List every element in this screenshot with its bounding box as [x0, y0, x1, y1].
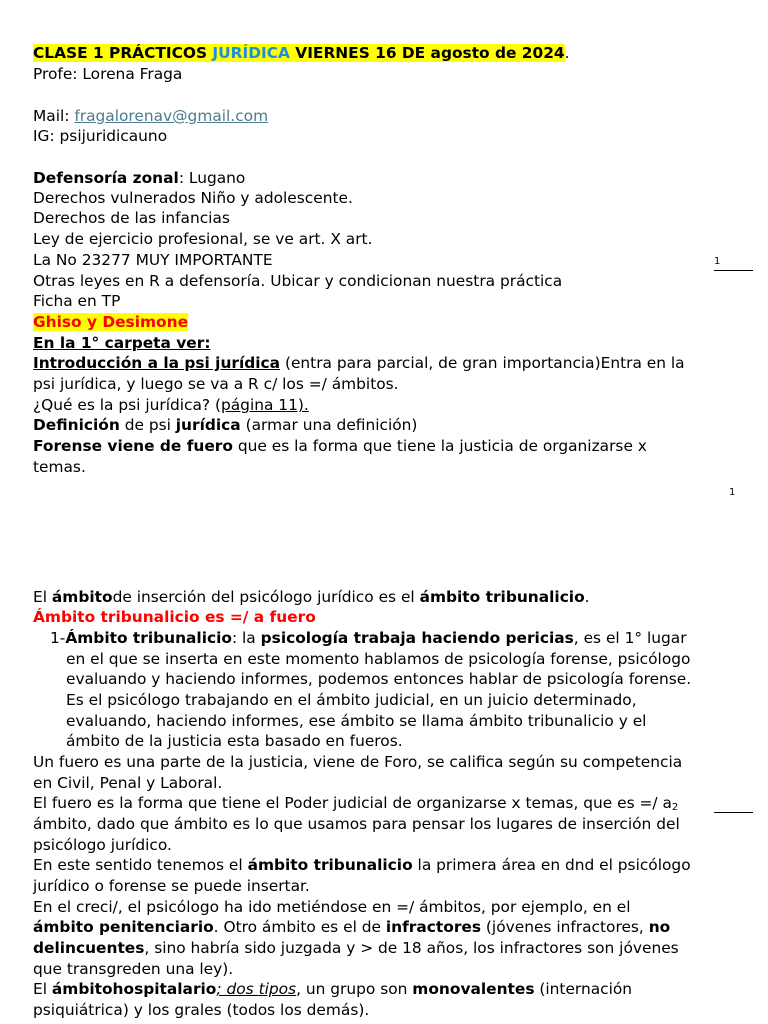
text-line: Derechos de las infancias	[33, 209, 230, 227]
footnote-rule	[714, 270, 753, 271]
title-text-juridica: JURÍDICA	[212, 44, 290, 62]
bold-span: ámbito tribunalicio	[419, 588, 585, 606]
intro-text: (entra para parcial, de gran importancia)Entra en la	[280, 354, 685, 372]
text-line: Un fuero es una parte de la justicia, viene de Foro, se califica según su competencia	[33, 753, 683, 771]
bold-span: ámbito penitenciario	[33, 918, 214, 936]
bold-span: ámbitohospitalario	[51, 980, 217, 998]
text-line: psicólogo jurídico.	[33, 836, 172, 854]
text-line: psiquiátrica) y los grales (todos los demás).	[33, 1001, 370, 1019]
definicion-line	[33, 415, 417, 435]
footnote-mark: 1	[714, 256, 721, 267]
text-line: evaluando, haciendo informes, ese ámbito se llama ámbito tribunalicio y el	[66, 712, 647, 730]
text-line: en el que se inserta en este momento hablamos de psicología forense, psicólogo	[66, 650, 691, 668]
forense-label: Forense viene de fuero	[33, 437, 233, 455]
title-text-date: VIERNES 16 DE agosto de 2024	[289, 44, 565, 62]
list-number: 1-	[50, 629, 66, 647]
text-line: Otras leyes en R a defensoría. Ubicar y condicionan nuestra práctica	[33, 272, 563, 290]
text-line: En el creci/, el psicólogo ha ido metiéndose en =/ ámbitos, por ejemplo, en el	[33, 898, 631, 916]
text-span: , un grupo son	[296, 980, 413, 998]
defensoria-value: : Lugano	[178, 169, 246, 187]
title-period: .	[564, 44, 570, 62]
text-line: en Civil, Penal y Laboral.	[33, 774, 223, 792]
document-title	[33, 43, 570, 63]
que-line	[33, 395, 309, 415]
footnote-mark: 2	[671, 802, 679, 813]
penitenciario-line	[33, 917, 670, 937]
text-line: Ficha en TP	[33, 292, 121, 310]
mail-label: Mail:	[33, 107, 75, 125]
text-span: En este sentido tenemos el	[33, 856, 248, 874]
text-span: . Otro ámbito es el de	[213, 918, 386, 936]
ghiso-text: Ghiso y Desimone	[33, 313, 189, 331]
hospitalario-line	[33, 979, 632, 999]
bold-span: psicología trabaja haciendo pericias	[260, 629, 574, 647]
text-line: evaluando y haciendo informes, podemos entonces hablar de psicología forense.	[66, 670, 692, 688]
text-span: : la	[231, 629, 261, 647]
text-span: , sino habría sido juzgada y > de 18 años, los infractores son jóvenes	[144, 939, 679, 957]
definicion-text-2: (armar una definición)	[240, 416, 418, 434]
forense-line	[33, 436, 647, 456]
text-line: Es el psicólogo trabajando en el ámbito judicial, en un juicio determinado,	[66, 691, 637, 709]
bold-span: ámbito tribunalicio	[247, 856, 413, 874]
bold-span: Ámbito tribunalicio	[65, 629, 232, 647]
mail-link[interactable]: fragalorenav@gmail.com	[74, 107, 269, 125]
sentido-line	[33, 855, 691, 875]
que-page-ref: página 11).	[220, 396, 309, 414]
bold-span: monovalentes	[412, 980, 535, 998]
carpeta-heading: En la 1° carpeta ver:	[33, 334, 211, 352]
que-text: ¿Qué es la psi jurídica? (	[33, 396, 221, 414]
red-heading: Ámbito tribunalicio es =/ a fuero	[33, 608, 316, 626]
text-span: de inserción del psicólogo jurídico es el	[112, 588, 420, 606]
text-span: (jóvenes infractores,	[481, 918, 649, 936]
text-line: ámbito, dado que ámbito es lo que usamos para pensar los lugares de inserción del	[33, 815, 680, 833]
defensoria-line	[33, 168, 245, 188]
text-line: psi jurídica, y luego se va a R c/ los =/ ámbitos.	[33, 375, 399, 393]
list-item-1	[50, 628, 687, 648]
bold-span: no	[648, 918, 671, 936]
profe-line: Profe: Lorena Fraga	[33, 65, 183, 83]
definicion-juridica: jurídica	[175, 416, 241, 434]
ambito-line	[33, 587, 590, 607]
text-span: , es el 1° lugar	[573, 629, 687, 647]
text-span: El	[33, 588, 52, 606]
intro-line	[33, 353, 685, 373]
text-line: Ley de ejercicio profesional, se ve art. X art.	[33, 230, 373, 248]
text-line: La No 23277 MUY IMPORTANTE	[33, 251, 273, 269]
text-line: ámbito de la justicia esta basado en fueros.	[66, 732, 403, 750]
page-number: 1	[729, 487, 736, 498]
text-span: la primera área en dnd el psicólogo	[412, 856, 691, 874]
text-span: (internación	[534, 980, 633, 998]
defensoria-label: Defensoría zonal	[33, 169, 179, 187]
bold-span: ámbito	[51, 588, 113, 606]
mail-line	[33, 106, 268, 126]
text-line: que transgreden una ley).	[33, 960, 234, 978]
intro-heading: Introducción a la psi jurídica	[33, 354, 281, 372]
title-text-a: CLASE 1 PRÁCTICOS	[33, 44, 213, 62]
text-line: jurídico o forense se puede insertar.	[33, 877, 310, 895]
text-span: El	[33, 980, 52, 998]
text-line: Derechos vulnerados Niño y adolescente.	[33, 189, 353, 207]
delincuentes-line	[33, 938, 679, 958]
text-span: .	[584, 588, 590, 606]
forense-text: que es la forma que tiene la justicia de organizarse x	[232, 437, 647, 455]
italic-span: ; dos tipos	[216, 980, 297, 998]
ghiso-line	[33, 312, 188, 332]
bold-span: infractores	[385, 918, 482, 936]
definicion-text: de psi	[119, 416, 176, 434]
definicion-label: Definición	[33, 416, 120, 434]
text-span: El fuero es la forma que tiene el Poder judicial de organizarse x temas, que es =/ a	[33, 794, 672, 812]
ig-line: IG: psijuridicauno	[33, 127, 168, 145]
bold-span: delincuentes	[33, 939, 145, 957]
footnote-rule	[714, 812, 753, 813]
text-line: temas.	[33, 458, 86, 476]
